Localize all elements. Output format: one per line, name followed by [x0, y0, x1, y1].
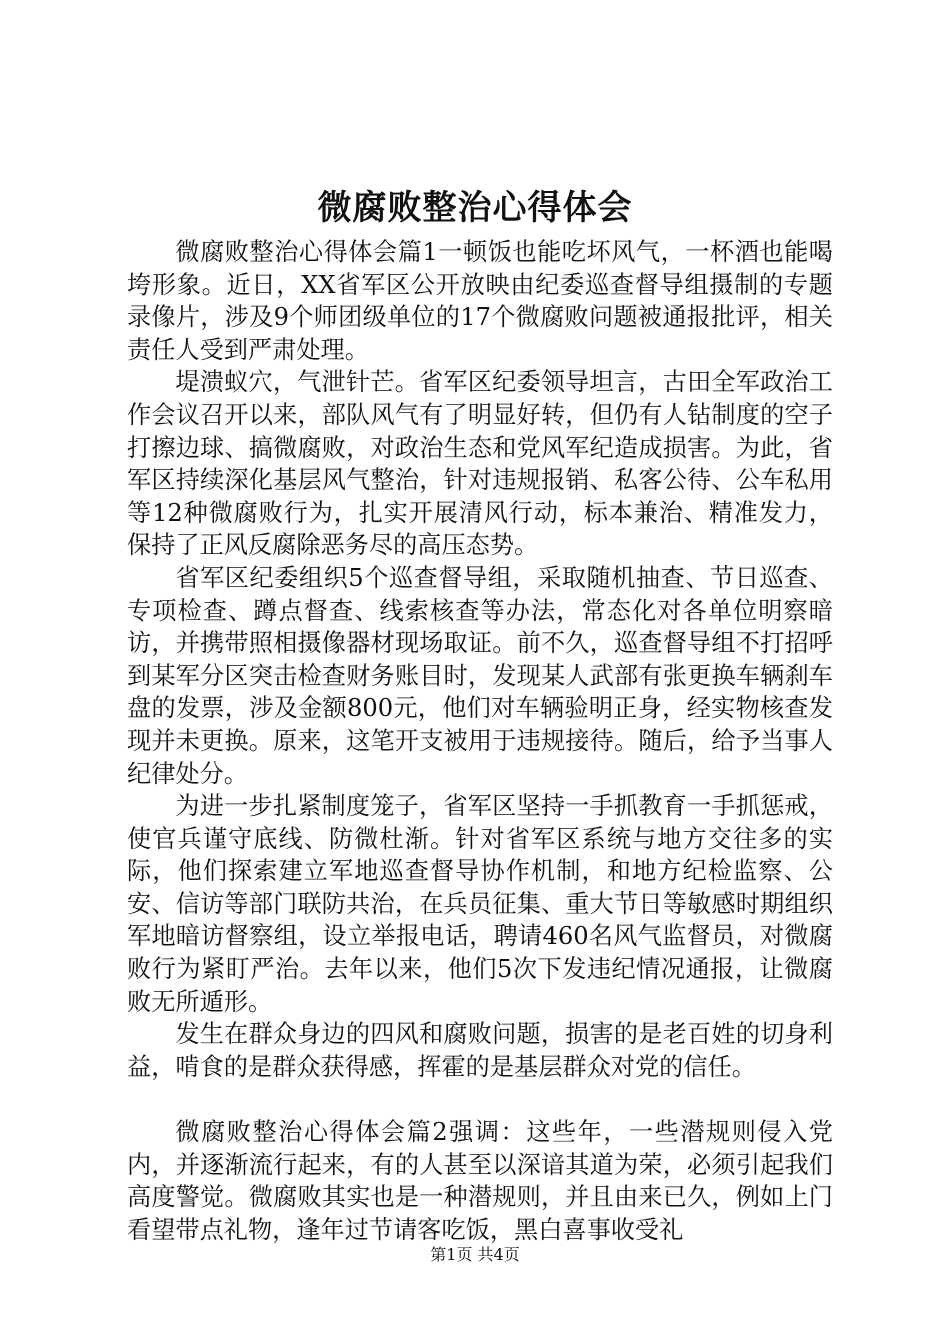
paragraph-4: 为进一步扎紧制度笼子，省军区坚持一手抓教育一手抓惩戒，使官兵谨守底线、防微杜渐。针对省军区系统与地方交往多的实际，他们探索建立军地巡查督导协作机制，和地方纪检监察、公安、信访等部门联防共治，在兵员征集、重大节日等敏感时期组织军地暗访督察组，设立举报电话，聘请460名风气监督员，对微腐败行为紧盯严治。去年以来，他们5次下发违纪情况通报，让微腐败无所遁形。 [127, 792, 833, 1016]
paragraph-6: 微腐败整治心得体会篇2强调：这些年，一些潜规则侵入党内，并逐渐流行起来，有的人甚至以深谙其道为荣，必须引起我们高度警觉。微腐败其实也是一种潜规则，并且由来已久，例如上门看望带点礼物，逢年过节请客吃饭，黑白喜事收受礼 [127, 1118, 833, 1244]
document-title: 微腐败整治心得体会 [317, 188, 633, 228]
paragraph-1: 微腐败整治心得体会篇1一顿饭也能吃坏风气，一杯酒也能喝垮形象。近日，XX省军区公开放映由纪委巡查督导组摄制的专题录像片，涉及9个师团级单位的17个微腐败问题被通报批评，相关责任人受到严肃处理。 [127, 238, 833, 364]
paragraph-3: 省军区纪委组织5个巡查督导组，采取随机抽查、节日巡查、专项检查、蹲点督查、线索核查等办法，常态化对各单位明察暗访，并携带照相摄像器材现场取证。前不久，巡查督导组不打招呼到某军分区突击检查财务账目时，发现某人武部有张更换车辆刹车盘的发票，涉及金额800元，他们对车辆验明正身，经实物核查发现并未更换。原来，这笔开支被用于违规接待。随后，给予当事人纪律处分。 [127, 563, 833, 788]
paragraph-2: 堤溃蚁穴，气泄针芒。省军区纪委领导坦言，古田全军政治工作会议召开以来，部队风气有了明显好转，但仍有人钻制度的空子打擦边球、搞微腐败，对政治生态和党风军纪造成损害。为此，省军区持续深化基层风气整治，针对违规报销、私客公待、公车私用等12种微腐败行为，扎实开展清风行动，标本兼治、精准发力，保持了正风反腐除恶务尽的高压态势。 [127, 368, 833, 560]
document-body [127, 236, 833, 1246]
paragraph-5: 发生在群众身边的四风和腐败问题，损害的是老百姓的切身利益，啃食的是群众获得感，挥霍的是基层群众对党的信任。 [127, 1020, 833, 1081]
paragraph-spacer [127, 1083, 833, 1116]
page-number: 第1页 共4页 [430, 1245, 520, 1264]
